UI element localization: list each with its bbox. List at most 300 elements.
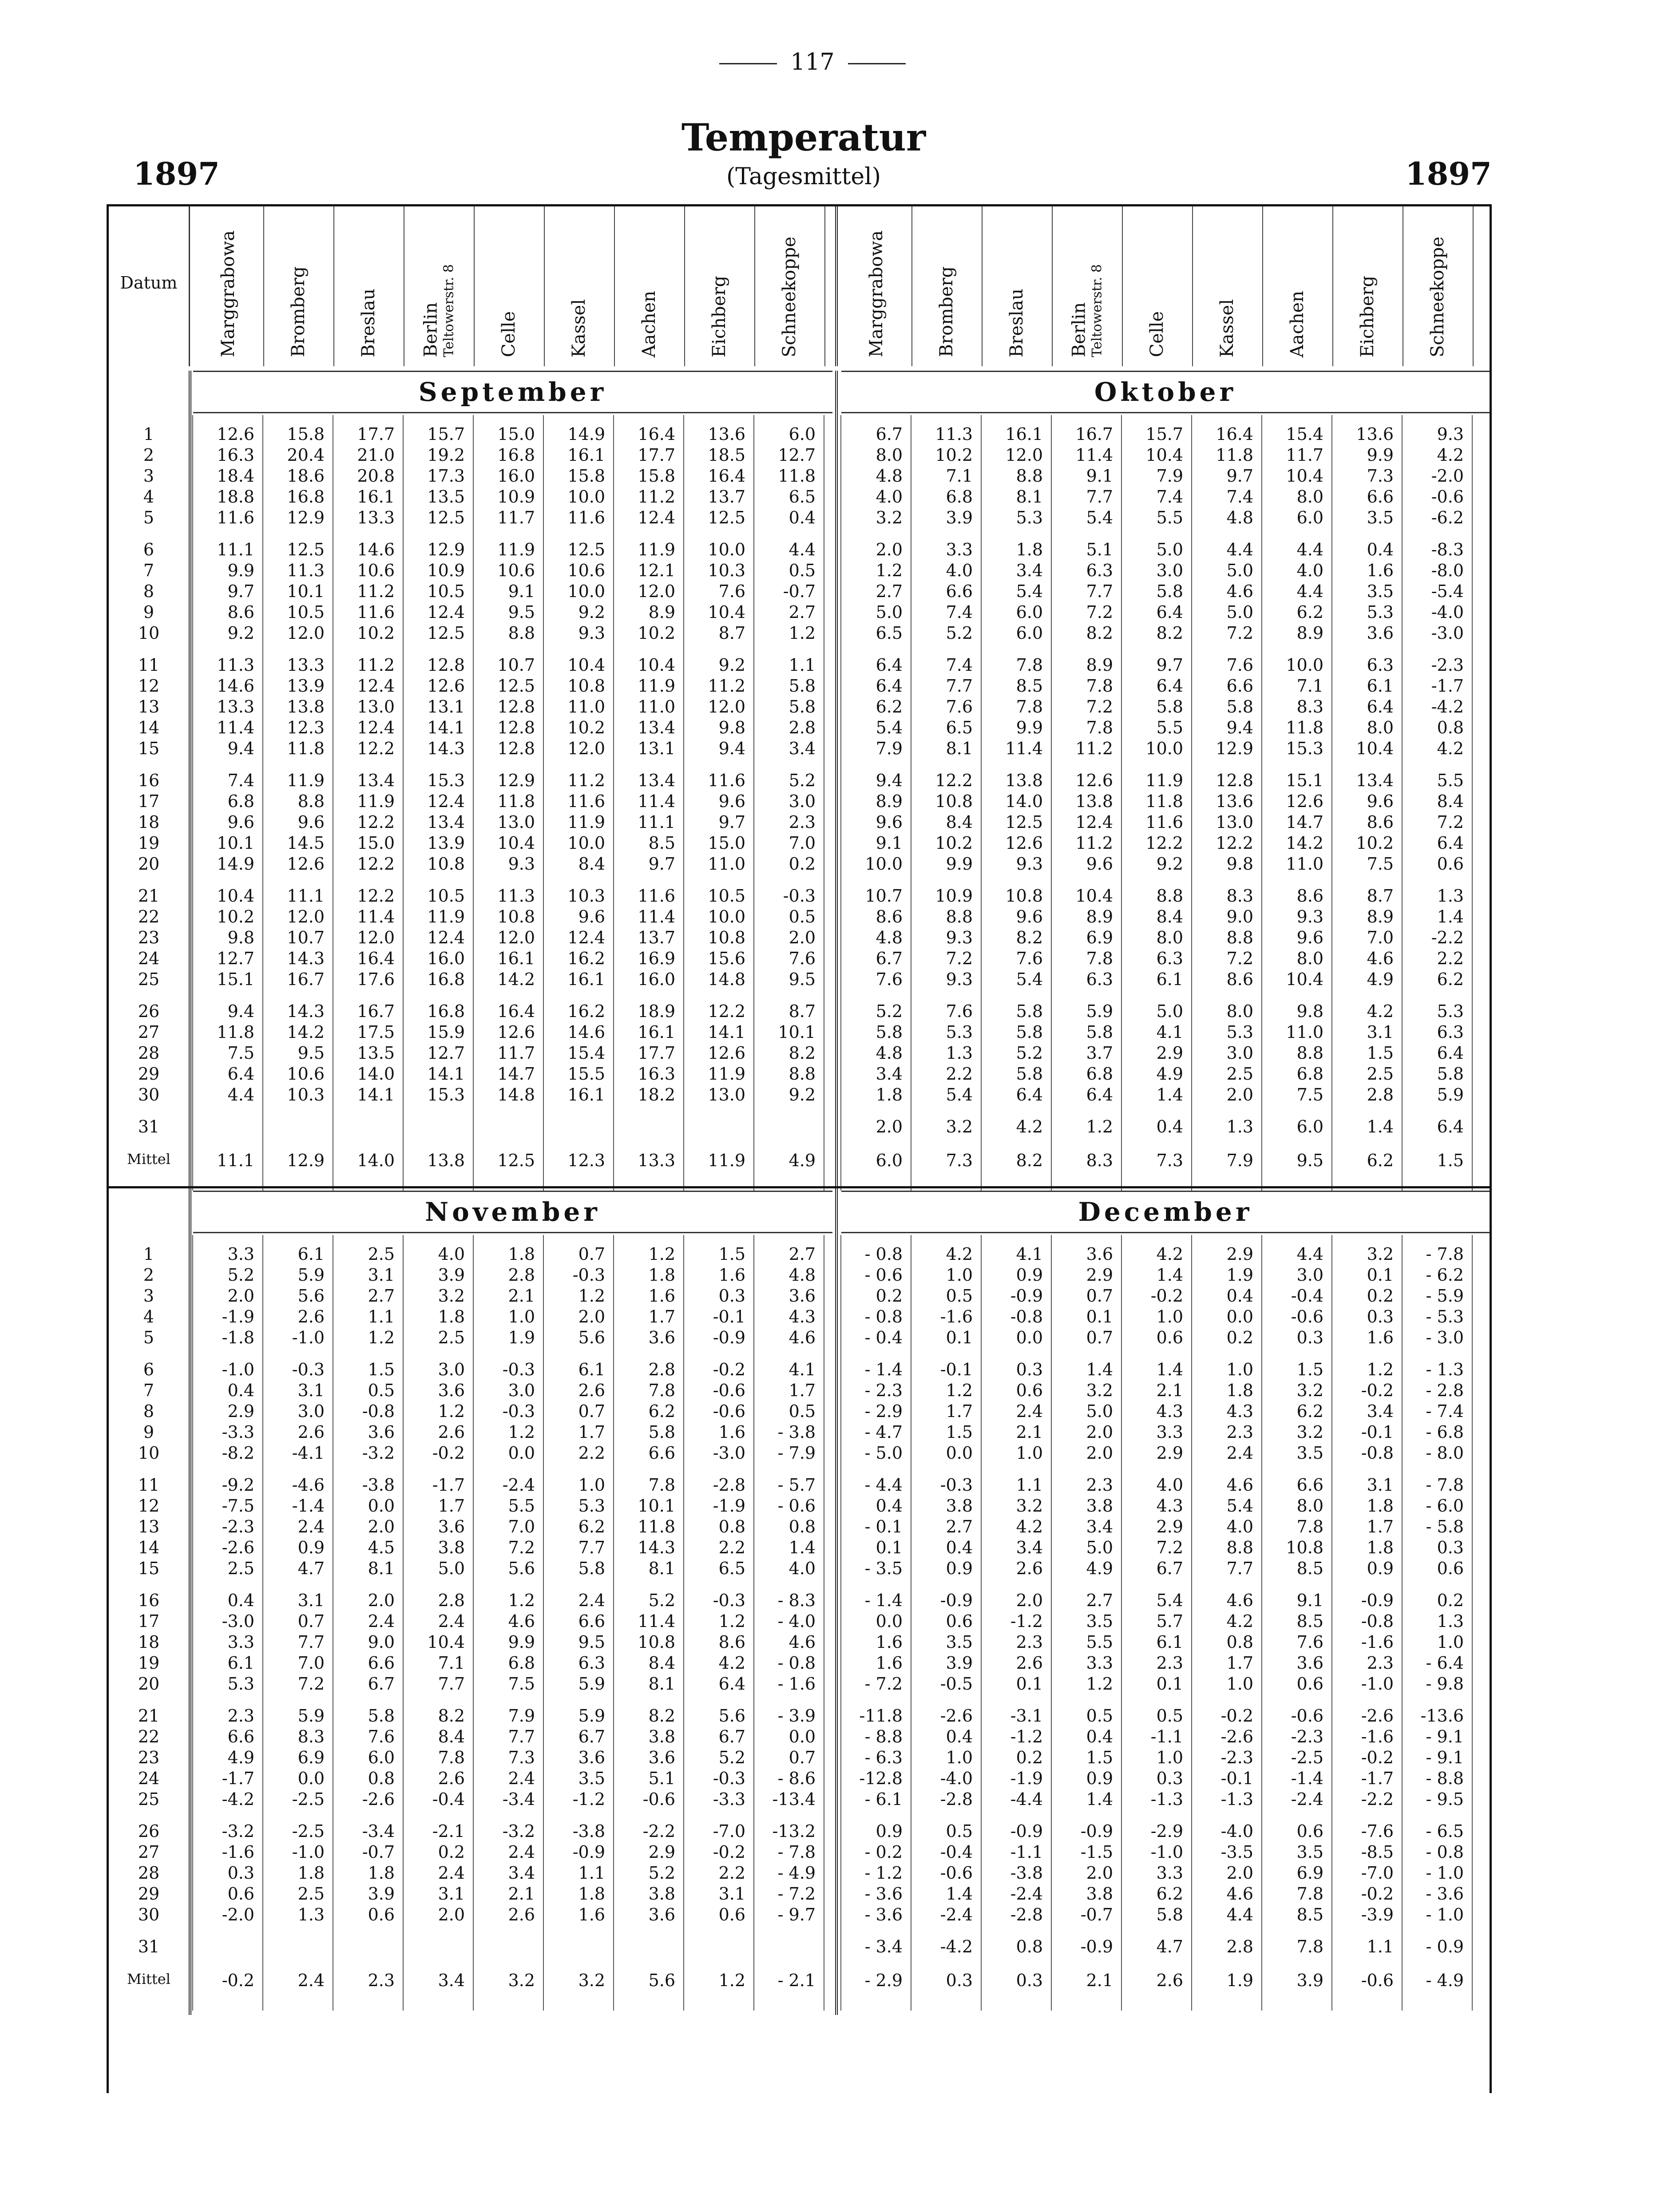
station-header	[1403, 206, 1474, 366]
value-cell: -1.9	[1010, 1769, 1043, 1788]
value-cell: - 4.7	[864, 1422, 903, 1442]
value-cell: -2.6	[1361, 1706, 1394, 1726]
value-cell: 2.1	[1156, 1381, 1183, 1400]
value-cell: 0.8	[788, 1517, 816, 1536]
value-cell: 3.2	[1296, 1422, 1323, 1442]
value-cell: 8.2	[1156, 623, 1183, 643]
mittel-value: 13.3	[638, 1151, 675, 1170]
value-cell: 17.7	[638, 445, 675, 465]
value-cell: -1.0	[292, 1842, 325, 1862]
value-cell: 9.3	[946, 970, 973, 989]
value-cell: 11.9	[638, 540, 675, 559]
value-cell: 8.8	[1156, 886, 1183, 906]
value-cell: 15.3	[427, 771, 465, 790]
value-cell: 1.6	[876, 1632, 903, 1652]
value-column	[614, 424, 684, 1137]
value-column	[263, 424, 333, 1137]
value-cell: 21.0	[357, 445, 395, 465]
value-cell: -4.1	[292, 1443, 325, 1463]
value-cell: -11.8	[859, 1706, 903, 1726]
value-cell: -7.0	[713, 1821, 745, 1841]
value-cell: 9.1	[1296, 1591, 1323, 1610]
value-cell: 2.9	[1156, 1443, 1183, 1463]
value-cell: -0.3	[783, 886, 816, 906]
station-name: Celle	[1147, 311, 1167, 357]
station-name: Breslau	[358, 288, 379, 357]
value-cell: 9.5	[508, 602, 535, 622]
value-cell: -7.5	[222, 1496, 254, 1516]
value-cell: 2.0	[438, 1905, 465, 1924]
value-cell: 10.7	[287, 928, 325, 947]
value-cell: 4.6	[1226, 582, 1253, 601]
value-cell: -2.8	[940, 1789, 973, 1809]
value-cell: - 0.8	[864, 1307, 903, 1326]
day-number: 14	[138, 1538, 160, 1557]
value-cell: 0.1	[1016, 1674, 1043, 1694]
mittel-value: - 2.1	[777, 1971, 816, 1990]
value-cell: 7.5	[508, 1674, 535, 1694]
value-cell: 6.2	[1156, 1884, 1183, 1904]
value-cell: 12.6	[708, 1043, 745, 1063]
value-cell: - 0.9	[1426, 1937, 1464, 1956]
value-cell: -4.2	[1431, 697, 1464, 716]
value-cell: 3.4	[1086, 1517, 1113, 1536]
value-cell: 0.6	[946, 1611, 973, 1631]
value-cell: 12.2	[357, 812, 395, 832]
value-cell: 9.8	[1296, 1001, 1323, 1021]
day-number: 12	[138, 1496, 160, 1516]
value-cell: 8.0	[1367, 718, 1394, 737]
value-cell: 2.0	[876, 540, 903, 559]
value-cell: 7.7	[438, 1674, 465, 1694]
value-cell: - 4.0	[777, 1611, 816, 1631]
value-cell: -4.0	[1220, 1821, 1253, 1841]
value-cell: 11.4	[217, 718, 254, 737]
value-cell: 0.4	[227, 1381, 254, 1400]
station-header	[1052, 206, 1123, 366]
value-cell: 1.0	[946, 1265, 973, 1285]
mittel-value: 8.2	[1016, 1151, 1043, 1170]
value-cell: 13.8	[1075, 792, 1113, 811]
value-cell: 4.0	[788, 1559, 816, 1578]
value-cell: -4.2	[940, 1937, 973, 1956]
day-number: 21	[138, 1706, 160, 1726]
value-cell	[474, 1936, 544, 1957]
value-cell: 10.5	[708, 886, 745, 906]
value-cell: 14.3	[287, 1001, 325, 1021]
value-cell: 0.4	[227, 1591, 254, 1610]
value-cell: 6.1	[227, 1653, 254, 1673]
value-cell: 1.3	[946, 1043, 973, 1063]
value-cell: 5.5	[1156, 718, 1183, 737]
value-cell: 10.6	[497, 561, 535, 580]
station-name: Celle	[499, 311, 519, 357]
value-cell: 2.7	[788, 602, 816, 622]
value-cell: 3.1	[368, 1265, 395, 1285]
mittel-value: 6.2	[1367, 1151, 1394, 1170]
value-cell: 20.4	[287, 445, 325, 465]
value-cell: 16.2	[567, 1001, 605, 1021]
value-cell: 12.4	[357, 718, 395, 737]
day-number: 2	[143, 445, 155, 465]
value-cell: 9.9	[1016, 718, 1043, 737]
value-cell: -3.8	[1010, 1863, 1043, 1883]
value-cell: -2.5	[292, 1789, 325, 1809]
value-cell: 0.5	[946, 1821, 973, 1841]
value-column	[333, 1244, 404, 1957]
mittel-value: 0.3	[946, 1971, 973, 1990]
value-cell: 3.2	[876, 508, 903, 527]
station-name: Schneekoppe	[779, 237, 800, 357]
value-cell: -2.4	[1010, 1884, 1043, 1904]
value-cell: 3.3	[1156, 1422, 1183, 1442]
value-cell: 12.0	[638, 582, 675, 601]
value-cell: 5.8	[788, 676, 816, 696]
value-cell: 9.3	[578, 623, 605, 643]
value-cell: 0.9	[1086, 1769, 1113, 1788]
value-cell: 0.8	[1016, 1937, 1043, 1956]
value-cell: 5.3	[1367, 602, 1394, 622]
value-cell: 16.2	[567, 949, 605, 968]
value-cell: 13.0	[1216, 812, 1253, 832]
value-cell: 14.3	[638, 1538, 675, 1557]
value-cell: 1.0	[508, 1307, 535, 1326]
day-number: 18	[138, 1632, 160, 1652]
value-cell: 7.0	[297, 1653, 325, 1673]
value-cell: 0.2	[1016, 1748, 1043, 1767]
value-cell: 12.0	[708, 697, 745, 716]
value-cell: -2.3	[1431, 655, 1464, 675]
value-cell: 12.5	[427, 508, 465, 527]
value-cell: 1.8	[368, 1863, 395, 1883]
value-cell: - 7.9	[777, 1443, 816, 1463]
value-cell: 9.1	[1086, 466, 1113, 486]
value-cell: 0.6	[1437, 854, 1464, 874]
value-cell: 1.1	[1367, 1937, 1394, 1956]
mittel-value: - 4.9	[1426, 1971, 1464, 1990]
value-cell: 16.7	[357, 1001, 395, 1021]
value-cell: 1.8	[297, 1863, 325, 1883]
value-cell: 1.3	[1437, 886, 1464, 906]
value-cell: 0.3	[227, 1863, 254, 1883]
mittel-value: 4.9	[788, 1151, 816, 1170]
value-cell: 12.5	[1005, 812, 1043, 832]
value-cell: -0.9	[1010, 1821, 1043, 1841]
value-cell: 8.8	[1016, 466, 1043, 486]
station-header-label	[866, 230, 887, 357]
value-cell: 9.1	[876, 833, 903, 853]
value-cell: 10.4	[638, 655, 675, 675]
value-cell: -0.2	[1150, 1286, 1183, 1306]
value-cell: -1.4	[292, 1496, 325, 1516]
value-cell: -1.2	[1010, 1727, 1043, 1746]
value-cell: 2.5	[297, 1884, 325, 1904]
value-cell: 7.7	[1086, 582, 1113, 601]
value-cell: 7.2	[297, 1674, 325, 1694]
station-header-label	[1217, 299, 1237, 357]
mittel-value: -0.6	[1361, 1971, 1394, 1990]
value-cell: 2.9	[1086, 1265, 1113, 1285]
value-cell: 6.5	[718, 1559, 745, 1578]
value-cell: 4.9	[1086, 1559, 1113, 1578]
value-cell: 5.9	[578, 1706, 605, 1726]
day-number: 2	[143, 1265, 155, 1285]
value-cell: 5.6	[508, 1559, 535, 1578]
value-cell: 6.4	[1437, 1117, 1464, 1136]
value-cell: 13.8	[1005, 771, 1043, 790]
day-number: 1	[143, 1244, 155, 1264]
value-cell: - 0.4	[864, 1328, 903, 1347]
value-cell: 2.7	[368, 1286, 395, 1306]
value-cell: 0.0	[876, 1611, 903, 1631]
station-header-label	[709, 276, 729, 357]
value-cell: 6.3	[1086, 561, 1113, 580]
value-cell: 16.9	[638, 949, 675, 968]
value-cell: -1.7	[1431, 676, 1464, 696]
value-cell	[404, 1936, 474, 1957]
value-cell: 4.4	[1296, 1244, 1323, 1264]
value-cell: 2.2	[718, 1538, 745, 1557]
value-cell: 13.4	[1356, 771, 1394, 790]
value-cell: 12.5	[708, 508, 745, 527]
value-cell: 5.8	[1156, 1905, 1183, 1924]
value-cell: 3.0	[1296, 1265, 1323, 1285]
value-cell: 2.6	[438, 1422, 465, 1442]
value-cell: -2.4	[1291, 1789, 1323, 1809]
value-cell: 10.6	[287, 1064, 325, 1084]
day-number: 22	[138, 907, 160, 926]
station-header-label	[779, 237, 800, 357]
value-cell: 9.3	[508, 854, 535, 874]
value-cell: 6.3	[1437, 1022, 1464, 1042]
value-cell: 16.1	[567, 445, 605, 465]
value-cell: 4.2	[1156, 1244, 1183, 1264]
value-cell: 11.4	[357, 907, 395, 926]
value-cell: 8.8	[297, 792, 325, 811]
value-cell: 1.2	[946, 1381, 973, 1400]
value-cell: 5.2	[227, 1265, 254, 1285]
value-cell: 6.9	[1296, 1863, 1323, 1883]
value-cell: 3.2	[1086, 1381, 1113, 1400]
day-number: 31	[138, 1937, 160, 1956]
value-column	[684, 424, 754, 1137]
day-number: 20	[138, 1674, 160, 1694]
value-cell: 6.9	[297, 1748, 325, 1767]
value-cell: 4.6	[788, 1632, 816, 1652]
value-cell: - 0.6	[777, 1496, 816, 1516]
station-name: Marggrabowa	[218, 230, 238, 357]
value-cell: 2.1	[508, 1884, 535, 1904]
year-left: 1897	[133, 155, 220, 192]
value-cell: 12.4	[427, 792, 465, 811]
station-header	[404, 206, 475, 366]
value-cell: 14.6	[567, 1022, 605, 1042]
value-cell: - 8.8	[1426, 1769, 1464, 1788]
mittel-value: 14.0	[357, 1151, 395, 1170]
value-cell: -13.4	[772, 1789, 816, 1809]
day-number: 3	[143, 466, 155, 486]
value-cell: 2.0	[876, 1117, 903, 1136]
value-cell: 1.8	[648, 1265, 675, 1285]
value-cell: 4.6	[788, 1328, 816, 1347]
value-cell: 10.2	[638, 623, 675, 643]
value-cell: 10.4	[497, 833, 535, 853]
value-cell: 2.6	[297, 1307, 325, 1326]
value-cell: 5.4	[876, 718, 903, 737]
value-cell: - 7.2	[864, 1674, 903, 1694]
value-cell: 1.2	[508, 1591, 535, 1610]
value-cell: - 1.2	[864, 1863, 903, 1883]
value-cell: 16.0	[497, 466, 535, 486]
mittel-value: 11.1	[217, 1151, 254, 1170]
value-cell: 12.3	[287, 718, 325, 737]
value-cell: 10.3	[567, 886, 605, 906]
station-header	[684, 206, 755, 366]
value-column	[1122, 424, 1192, 1137]
column-rule	[473, 415, 474, 1191]
value-cell: 7.4	[1156, 487, 1183, 507]
value-cell: 6.1	[297, 1244, 325, 1264]
value-cell: 0.7	[788, 1748, 816, 1767]
station-name: Berlin	[1069, 302, 1090, 357]
value-cell: -8.5	[1361, 1842, 1394, 1862]
value-cell: 4.4	[1296, 582, 1323, 601]
day-number: 9	[143, 602, 155, 622]
column-rule	[753, 415, 754, 1191]
value-cell: 8.6	[1226, 970, 1253, 989]
value-cell: 5.8	[1016, 1064, 1043, 1084]
page-title: Temperatur	[681, 115, 926, 159]
value-cell: 11.7	[497, 508, 535, 527]
value-cell: 4.6	[1226, 1475, 1253, 1495]
value-cell: 3.6	[648, 1748, 675, 1767]
value-cell: 4.2	[1226, 1611, 1253, 1631]
value-cell: 4.4	[1296, 540, 1323, 559]
value-cell: 1.0	[1437, 1632, 1464, 1652]
value-cell: 12.8	[427, 655, 465, 675]
value-cell: 15.8	[567, 466, 605, 486]
value-cell: 0.1	[946, 1328, 973, 1347]
value-cell: 11.4	[638, 792, 675, 811]
value-cell: 6.6	[1367, 487, 1394, 507]
value-cell: 9.0	[368, 1632, 395, 1652]
value-cell: 1.2	[718, 1611, 745, 1631]
value-cell: -1.3	[1150, 1789, 1183, 1809]
value-cell: 7.2	[946, 949, 973, 968]
value-cell: 8.1	[648, 1674, 675, 1694]
value-cell: - 7.8	[1426, 1244, 1464, 1264]
value-cell: 5.2	[648, 1591, 675, 1610]
value-cell: 6.2	[578, 1517, 605, 1536]
value-cell: -2.9	[1150, 1821, 1183, 1841]
value-cell: 7.4	[946, 655, 973, 675]
value-cell: 1.0	[1156, 1307, 1183, 1326]
value-cell: 7.2	[1226, 949, 1253, 968]
value-cell: 10.0	[567, 487, 605, 507]
value-cell: - 0.8	[1426, 1842, 1464, 1862]
value-cell: - 9.1	[1426, 1727, 1464, 1746]
value-cell: 6.7	[876, 424, 903, 444]
value-cell: 4.1	[1016, 1244, 1043, 1264]
station-name: Breslau	[1006, 288, 1027, 357]
value-cell: 2.2	[1437, 949, 1464, 968]
value-cell: 5.3	[946, 1022, 973, 1042]
value-cell: -0.7	[783, 582, 816, 601]
value-cell: - 5.0	[864, 1443, 903, 1463]
value-cell: 8.1	[1016, 487, 1043, 507]
day-number: 5	[143, 1328, 155, 1347]
value-cell: 6.4	[1016, 1085, 1043, 1104]
value-cell: 2.0	[1226, 1085, 1253, 1104]
value-cell: 5.8	[368, 1706, 395, 1726]
value-cell: 2.7	[788, 1244, 816, 1264]
value-cell: 14.2	[497, 970, 535, 989]
value-cell: 10.0	[865, 854, 903, 874]
value-cell: 2.0	[1086, 1863, 1113, 1883]
value-cell: 7.3	[1367, 466, 1394, 486]
value-cell: 1.4	[788, 1538, 816, 1557]
value-cell: 8.8	[1226, 1538, 1253, 1557]
value-cell: 15.4	[1286, 424, 1323, 444]
value-cell: - 7.8	[1426, 1475, 1464, 1495]
value-cell: 0.2	[788, 854, 816, 874]
value-cell: 0.0	[946, 1443, 973, 1463]
value-cell: 9.5	[297, 1043, 325, 1063]
value-cell: 12.9	[287, 508, 325, 527]
value-cell: -5.4	[1431, 582, 1464, 601]
value-cell: 3.4	[508, 1863, 535, 1883]
value-cell: 12.2	[935, 771, 973, 790]
value-cell: 2.0	[578, 1307, 605, 1326]
value-cell: 3.2	[1367, 1244, 1394, 1264]
value-column	[1403, 1244, 1473, 1957]
value-cell: 4.2	[1437, 445, 1464, 465]
value-cell: 1.4	[1086, 1360, 1113, 1379]
value-cell: 7.2	[1437, 812, 1464, 832]
value-cell: 11.4	[1075, 445, 1113, 465]
station-name: Kassel	[1217, 299, 1237, 357]
value-cell: 6.7	[718, 1727, 745, 1746]
value-cell: 15.1	[1286, 771, 1323, 790]
value-cell: 3.5	[578, 1769, 605, 1788]
value-cell: 1.3	[1437, 1611, 1464, 1631]
station-header-label	[358, 289, 379, 357]
value-cell	[754, 1936, 824, 1957]
value-cell: 15.6	[708, 949, 745, 968]
value-cell: 11.8	[778, 466, 816, 486]
value-cell: - 8.8	[864, 1727, 903, 1746]
value-cell: 5.8	[1016, 1022, 1043, 1042]
station-header-label	[569, 299, 589, 357]
value-cell: 12.6	[427, 676, 465, 696]
value-cell: 12.4	[427, 602, 465, 622]
value-cell: 6.2	[1437, 970, 1464, 989]
value-cell: 3.5	[946, 1632, 973, 1652]
value-cell: -0.1	[1361, 1422, 1394, 1442]
value-cell: -0.6	[1291, 1307, 1323, 1326]
day-number: 8	[143, 1401, 155, 1421]
value-cell: 5.2	[788, 771, 816, 790]
value-cell: 8.4	[438, 1727, 465, 1746]
value-cell: 2.6	[578, 1381, 605, 1400]
value-cell: 5.2	[946, 623, 973, 643]
value-cell: 5.8	[1086, 1022, 1113, 1042]
value-cell: 4.6	[1367, 949, 1394, 968]
value-cell: 1.6	[718, 1422, 745, 1442]
station-header	[1332, 206, 1403, 366]
value-cell: 9.2	[578, 602, 605, 622]
value-cell: 12.6	[1005, 833, 1043, 853]
